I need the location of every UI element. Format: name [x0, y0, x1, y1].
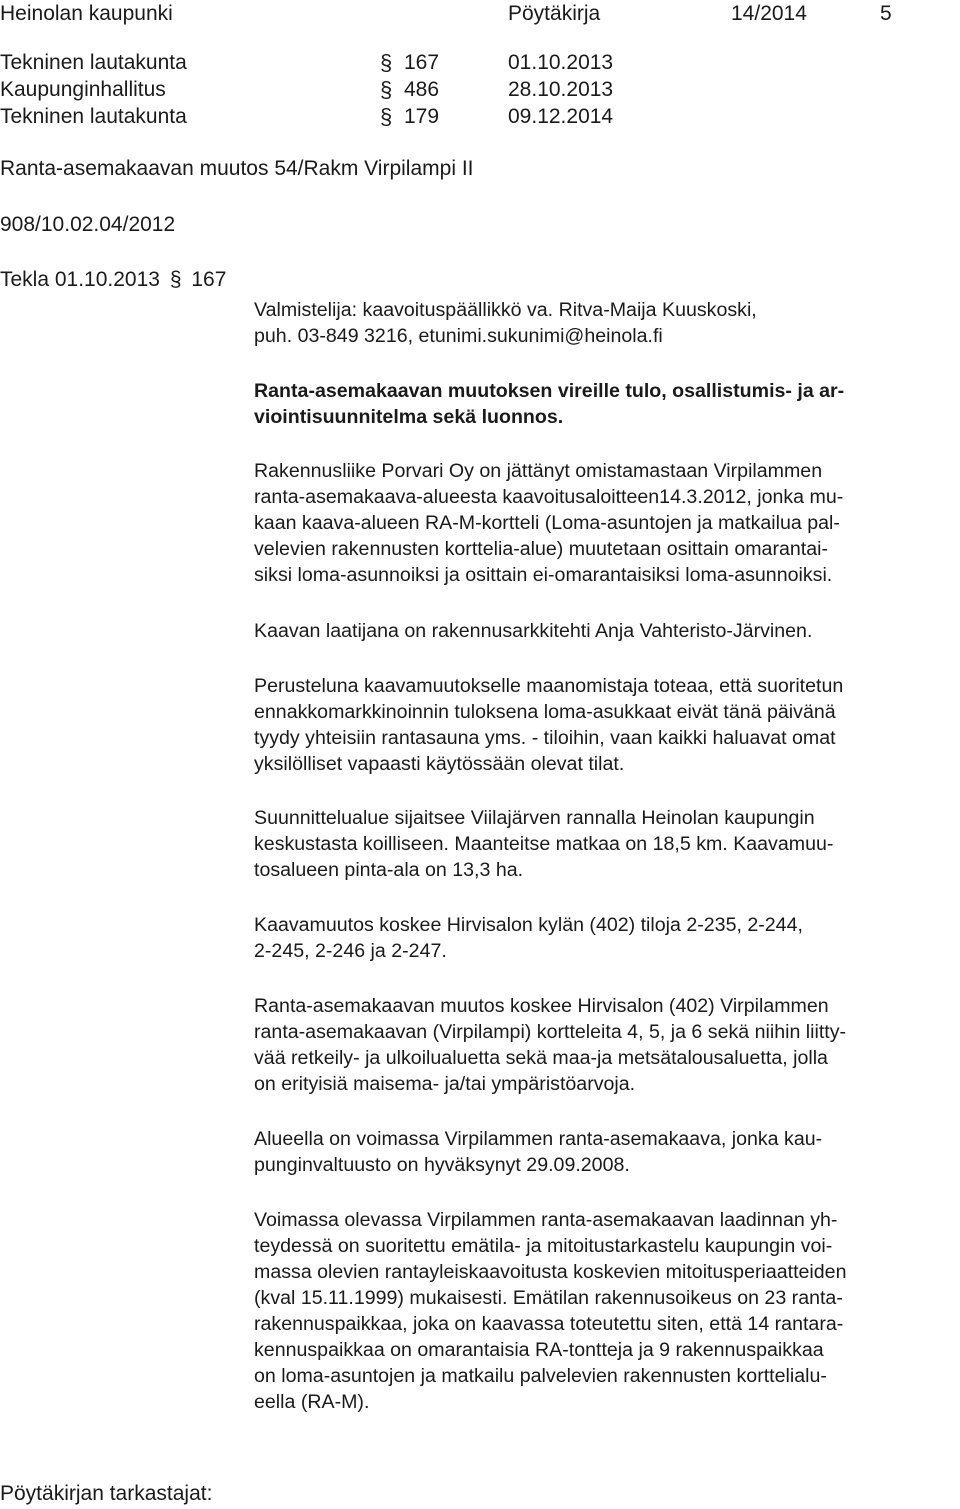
paragraph-line: keskustasta koilliseen. Maanteitse matkaa on 18,5 km. Kaavamuu-	[254, 833, 834, 855]
paragraph-line: 2-245, 2-246 ja 2-247.	[254, 940, 447, 962]
header-doc-type: Pöytäkirja	[508, 2, 601, 25]
paragraph-line: kaan kaava-alueen RA-M-kortteli (Loma-asuntojen ja matkailua pal-	[254, 512, 840, 534]
paragraph-line: kennuspaikkaa on omarantaisia RA-tontteja ja 9 rakennuspaikkaa	[254, 1339, 824, 1361]
paragraph-line: eella (RA-M).	[254, 1391, 370, 1413]
paragraph-line: tyydy yhteisiin rantasauna yms. - tiloihin, vaan kaikki haluavat omat	[254, 727, 836, 749]
footer-reviewers-label: Pöytäkirjan tarkastajat:	[0, 1482, 213, 1505]
paragraph-line: Kaavan laatijana on rakennusarkkitehti Anja Vahteristo-Järvinen.	[254, 620, 813, 642]
paragraph-line: punginvaltuusto on hyväksynyt 29.09.2008.	[254, 1154, 630, 1176]
subject-title-line: viointisuunnitelma sekä luonnos.	[254, 406, 564, 428]
paragraph-line: Voimassa olevassa Virpilammen ranta-asemakaavan laadinnan yh-	[254, 1209, 838, 1231]
paragraph-line: ranta-asemakaava-alueesta kaavoitusaloitteen14.3.2012, jonka mu-	[254, 486, 844, 508]
history-row	[0, 76, 960, 103]
paragraph-line: (kval 15.11.1999) mukaisesti. Emätilan rakennusoikeus on 23 ranta-	[254, 1287, 843, 1309]
preparer-info	[254, 297, 954, 349]
header-page-number: 5	[880, 2, 892, 25]
paragraph-initiative	[254, 458, 954, 588]
paragraph-line: Ranta-asemakaavan muutos koskee Hirvisalon (402) Virpilammen	[254, 995, 829, 1017]
matter-title: Ranta-asemakaavan muutos 54/Rakm Virpilampi II	[0, 157, 474, 180]
meeting-number: 167	[191, 268, 227, 291]
paragraph-line: ranta-asemakaavan (Virpilampi) kortteleita 4, 5, ja 6 sekä niihin liitty-	[254, 1021, 847, 1043]
section-symbol-icon: §	[380, 104, 393, 129]
history-body: Tekninen lautakunta	[0, 105, 187, 128]
paragraph-line: ennakkomarkkinoinnin tuloksena loma-asukkaat eivät tänä päivänä	[254, 701, 836, 723]
history-date: 01.10.2013	[508, 51, 614, 74]
history-number: 486	[404, 78, 440, 101]
paragraph-line: tosalueen pinta-ala on 13,3 ha.	[254, 859, 524, 881]
paragraph-line: velevien rakennusten korttelia-alue) muutetaan osittain omarantai-	[254, 538, 828, 560]
history-date: 28.10.2013	[508, 78, 614, 101]
paragraph-line: rakennuspaikkaa, joka on kaavassa toteutettu siten, että 14 rantara-	[254, 1313, 844, 1335]
header-city: Heinolan kaupunki	[0, 2, 173, 25]
paragraph-location	[254, 805, 954, 883]
header-doc-number: 14/2014	[731, 2, 807, 25]
history-number: 167	[404, 51, 440, 74]
history-body: Tekninen lautakunta	[0, 51, 187, 74]
paragraph-line: massa olevien rantayleiskaavoitusta koskevien mitoitusperiaatteiden	[254, 1261, 847, 1283]
history-body: Kaupunginhallitus	[0, 78, 166, 101]
paragraph-current-plan	[254, 1126, 954, 1178]
meeting-reference	[0, 268, 226, 292]
paragraph-line: Perusteluna kaavamuutokselle maanomistaja toteaa, että suoritetun	[254, 675, 844, 697]
paragraph-planner	[254, 618, 954, 644]
paragraph-line: Rakennusliike Porvari Oy on jättänyt omistamastaan Virpilammen	[254, 460, 823, 482]
paragraph-parcels	[254, 912, 954, 964]
paragraph-line: Alueella on voimassa Virpilammen ranta-asemakaava, jonka kau-	[254, 1128, 823, 1150]
paragraph-dimensioning	[254, 1207, 954, 1415]
history-number: 179	[404, 105, 440, 128]
preparer-line: puh. 03-849 3216, etunimi.sukunimi@heinola.fi	[254, 325, 663, 347]
section-symbol-icon: §	[380, 77, 393, 102]
section-symbol-icon: §	[380, 50, 393, 75]
reference-number: 908/10.02.04/2012	[0, 213, 176, 236]
paragraph-line: on erityisiä maisema- ja/tai ympäristöarvoja.	[254, 1073, 636, 1095]
paragraph-line: vää retkeily- ja ulkoilualuetta sekä maa-ja metsätalousaluetta, jolla	[254, 1047, 828, 1069]
section-symbol-icon: §	[169, 268, 182, 291]
paragraph-blocks	[254, 993, 954, 1097]
paragraph-line: Kaavamuutos koskee Hirvisalon kylän (402) tiloja 2-235, 2-244,	[254, 914, 803, 936]
decision-history	[0, 43, 960, 133]
paragraph-justification	[254, 673, 954, 777]
paragraph-line: siksi loma-asunnoiksi ja osittain ei-omarantaisiksi loma-asunnoiksi.	[254, 564, 833, 586]
meeting-label: Tekla 01.10.2013	[0, 268, 160, 291]
paragraph-line: teydessä on suoritettu emätila- ja mitoitustarkastelu kaupungin voi-	[254, 1235, 833, 1257]
paragraph-line: yksilölliset vapaasti käytössään olevat tilat.	[254, 753, 625, 775]
history-date: 09.12.2014	[508, 105, 614, 128]
subject-title-line: Ranta-asemakaavan muutoksen vireille tulo, osallistumis- ja ar-	[254, 380, 845, 402]
paragraph-line: Suunnittelualue sijaitsee Viilajärven rannalla Heinolan kaupungin	[254, 807, 815, 829]
history-row	[0, 49, 960, 76]
paragraph-line: on loma-asuntojen ja matkailu palvelevien rakennusten korttelialu-	[254, 1365, 827, 1387]
history-row	[0, 103, 960, 130]
subject-title	[254, 378, 954, 430]
preparer-line: Valmistelija: kaavoituspäällikkö va. Ritva-Maija Kuuskoski,	[254, 299, 757, 321]
